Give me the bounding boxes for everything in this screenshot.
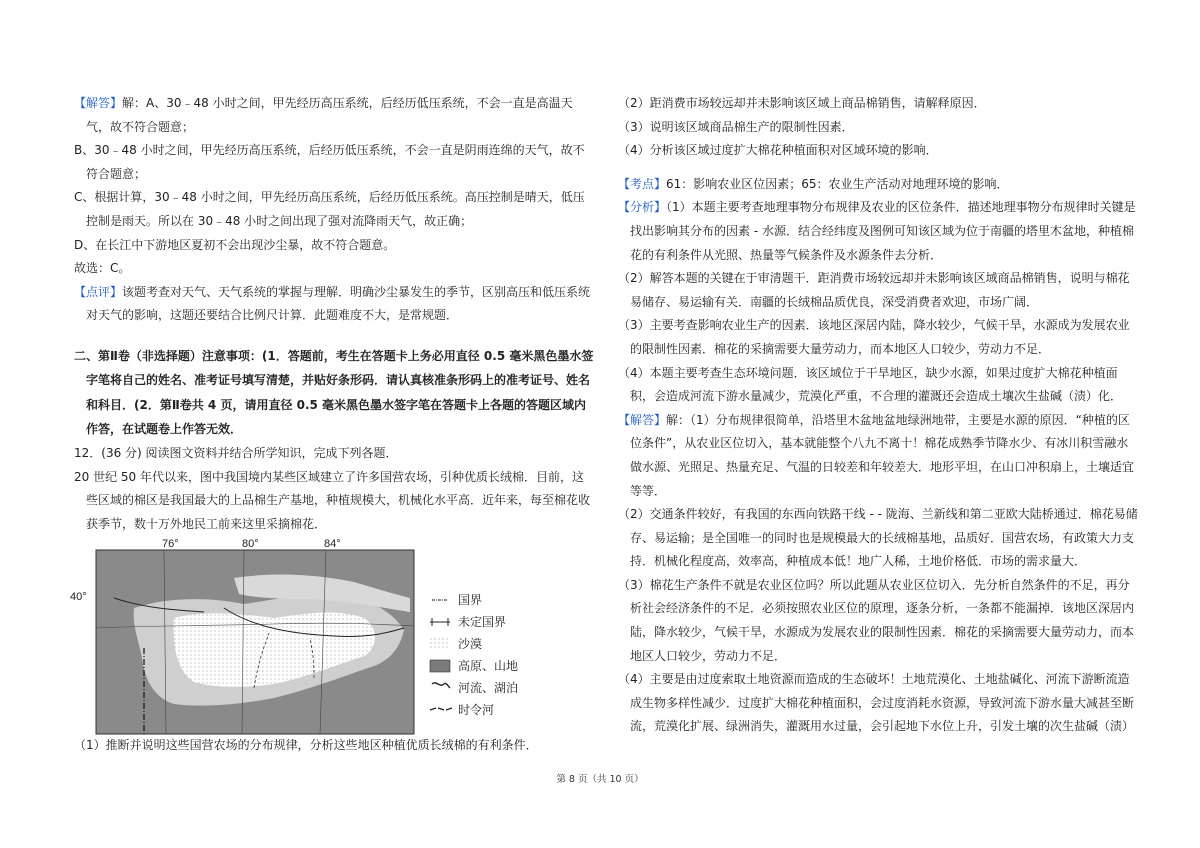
question-12: 12．(36 分) 阅读图文资料并结合所学知识，完成下列各题． bbox=[74, 445, 398, 460]
question-12-4: （4）分析该区域过度扩大棉花种植面积对区域环境的影响． bbox=[618, 143, 938, 158]
legend-mountain: 高原、山地 bbox=[458, 659, 519, 674]
answer-paragraph-4: D、在长江中下游地区夏初不会出现沙尘暴，故不符合题意。 bbox=[74, 237, 396, 252]
answer-choice: 故选：C。 bbox=[74, 261, 131, 276]
map-figure bbox=[70, 538, 594, 734]
lat-40-label: 40° bbox=[70, 591, 87, 604]
legend-border: 国界 bbox=[458, 593, 483, 608]
question-12-3: （3）说明该区域商品棉生产的限制性因素． bbox=[618, 119, 854, 134]
tarim-basin-map bbox=[70, 538, 594, 734]
lon-80-label: 80° bbox=[242, 538, 259, 551]
legend-river-lake: 河流、湖泊 bbox=[458, 681, 519, 696]
lon-76-label: 76° bbox=[162, 538, 179, 551]
solution-2: （2）交通条件较好，有我国的东西向铁路干线 - - 陇海、兰新线和第二亚欧大陆桥通过．棉花易储存、易运输；是全国唯一的同时也是规模最大的长绒棉基地，品质好．国营农场，有政策大力支持．机械化程度高，效率高，种植成本低！地广人稀，土地价格低．市场的需求量大． bbox=[618, 507, 1138, 569]
analysis-3: （3）主要考查影响农业生产的因素．该地区深居内陆，降水较少，气候干旱，水源成为发展农业的限制性因素．棉花的采摘需要大量劳动力，而本地区人口较少，劳动力不足． bbox=[618, 318, 1130, 356]
analysis-4: （4）本题主要考查生态环境问题．该区域位于干旱地区，缺少水源，如果过度扩大棉花种植面积，会造成河流下游水量减少，荒漠化严重，不合理的灌溉还会造成土壤次生盐碱（渍）化． bbox=[618, 365, 1123, 404]
question-12-1: （1）推断并说明这些国营农场的分布规律，分析这些地区种植优质长绒棉的有利条件． bbox=[74, 738, 538, 753]
comment-tag: 【点评】 bbox=[74, 284, 123, 299]
legend-seasonal-river: 时令河 bbox=[458, 703, 495, 718]
solution-text-1: 解：（1）分布规律很简单，沿塔里木盆地盆地绿洲地带，主要是水源的原因．“种植的区位条件”，从农业区位切入，基本就能整个八九不离十！棉花成熟季节降水少、有冰川积雪融水做水源、光照足、热量充足、气温的日较差和年较差大．地形平坦，在山口冲积扇上，土壤适宜等等． bbox=[630, 412, 1135, 498]
solution-1 bbox=[618, 409, 1140, 503]
analysis-text-1: （1）本题主要考查地理事物分布规律及农业的区位条件．描述地理事物分布规律时关键是找出影响其分布的因素 - 水源．结合经纬度及图例可知该区域为位于南疆的塔里木盆地，种植棉花的有利条件从光照、热量等气候条件及水源条件去分析． bbox=[630, 200, 1136, 262]
solution-4: （4）主要是由过度索取土地资源而造成的生态破坏！土地荒漠化、土地盐碱化、河流下游断流造成生物多样性减少．过度扩大棉花种植面积，会过度消耗水资源，导致河流下游水量大减甚至断流，荒漠化扩展、绿洲消失，灌溉用水过量，会引起地下水位上升，引发土壤的次生盐碱（渍） bbox=[618, 672, 1135, 734]
analysis-1 bbox=[618, 196, 1140, 267]
knowledge-text: 61：影响农业区位因素；65：农业生产活动对地理环境的影响． bbox=[666, 176, 1009, 191]
analysis-2: （2）解答本题的关键在于审清题干．距消费市场较远却并未影响该区域商品棉销售，说明与棉花易储存、易运输有关．南疆的长绒棉品质优良，深受消费者欢迎，市场广阔． bbox=[618, 271, 1130, 309]
answer-paragraph-1 bbox=[74, 92, 594, 139]
solution-3: （3）棉花生产条件不就是农业区位吗？所以此题从农业区位切入．先分析自然条件的不足，再分析社会经济条件的不足．必须按照农业区位的原理，逐条分析，一条都不能漏掉．该地区深居内陆，降水较少，气候干旱，水源成为发展农业的限制性因素．棉花的采摘需要大量劳动力，而本地区人口较少，劳动力不足． bbox=[618, 577, 1135, 663]
comment-text: 该题考查对天气、天气系统的掌握与理解．明确沙尘暴发生的季节，区别高压和低压系统对天气的影响，这题还要结合比例尺计算．此题难度不大，是常规题． bbox=[86, 284, 591, 323]
knowledge-tag: 【考点】 bbox=[618, 176, 667, 191]
comment-paragraph bbox=[74, 281, 594, 328]
analysis-tag: 【分析】 bbox=[618, 200, 667, 215]
answer-paragraph-3: C、根据计算，30﹣48 小时之间，甲先经历高压系统，后经历低压系统。高压控制是晴天，低压控制是雨天。所以在 30﹣48 小时之间出现了强对流降雨天气，故正确； bbox=[74, 190, 585, 228]
right-column bbox=[618, 92, 1140, 739]
legend-desert: 沙漠 bbox=[458, 637, 483, 652]
question-12-text: 20 世纪 50 年代以来，图中我国境内某些区域建立了许多国营农场，引种优质长绒棉．目前，这些区域的棉区是我国最大的上品棉生产基地，种植规模大，机械化水平高．近年来，每至棉花收获季节，数十万外地民工前来这里采摘棉花． bbox=[74, 469, 591, 531]
page-footer: 第 8 页（共 10 页） bbox=[556, 774, 644, 785]
section-heading: 二、第Ⅱ卷（非选择题）注意事项：(1．答题前，考生在答题卡上务必用直径 0.5 毫米黑色墨水签字笔将自己的姓名、准考证号填写清楚，并贴好条形码．请认真核准条形码上的准考证号、姓名和科目．(2．第Ⅱ卷共 4 页，请用直径 0.5 毫米黑色墨水签字笔在答题卡上各题的答题区域内作答，在试题卷上作答无效． bbox=[74, 348, 594, 437]
map-legend bbox=[430, 593, 518, 717]
left-column bbox=[70, 92, 594, 758]
legend-undetermined-border: 未定国界 bbox=[458, 615, 507, 630]
knowledge-point bbox=[618, 173, 1140, 197]
answer-text-1: 解：A、30﹣48 小时之间，甲先经历高压系统，后经历低压系统，不会一直是高温天气，故不符合题意； bbox=[86, 96, 573, 134]
question-12-2: （2）距消费市场较远却并未影响该区域上商品棉销售，请解释原因． bbox=[618, 96, 986, 110]
answer-tag: 【解答】 bbox=[74, 96, 123, 110]
lon-84-label: 84° bbox=[324, 538, 341, 551]
answer-paragraph-2: B、30﹣48 小时之间，甲先经历高压系统，后经历低压系统，不会一直是阴雨连绵的天气，故不符合题意； bbox=[74, 143, 585, 181]
solution-tag: 【解答】 bbox=[618, 412, 667, 427]
